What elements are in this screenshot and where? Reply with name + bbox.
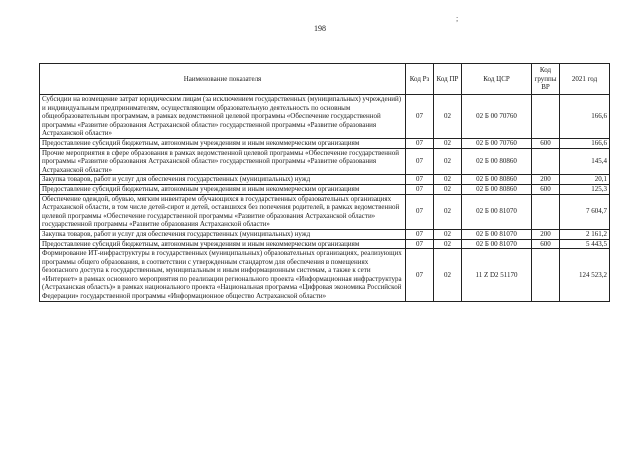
row-name: Закупка товаров, работ и услуг для обеспечения государственных (муниципальных) нужд	[40, 175, 406, 185]
row-name: Формирование ИТ-инфраструктуры в государственных (муниципальных) образовательных организациях, реализующих программы общего образования, в соответствии с утвержденным стандартом для обеспечения в помещениях безопасного доступа к государственным, муниципальным и иным информационным системам, а также к сети «Интернет» в рамках основного мероприятия по реализации регионального проекта «Информационная инфраструктура (Астраханская область)» в рамках национального проекта «Национальная программа «Цифровая экономика Российской Федерации» государственной программы «Информационное общество Астраханской области»	[40, 249, 406, 302]
row-csr: 02 Б 00 70760	[462, 95, 532, 139]
header-year: 2021 год	[560, 64, 610, 95]
row-pr: 02	[434, 175, 462, 185]
row-rz: 07	[406, 95, 434, 139]
table-row	[40, 229, 610, 239]
page-number: 198	[314, 24, 326, 33]
row-rz: 07	[406, 229, 434, 239]
row-rz: 07	[406, 138, 434, 148]
row-sum: 124 523,2	[560, 249, 610, 302]
corner-mark: ;	[456, 14, 459, 23]
row-vr: 600	[532, 184, 560, 194]
row-rz: 07	[406, 249, 434, 302]
row-csr: 11 Z D2 51170	[462, 249, 532, 302]
row-sum: 7 604,7	[560, 194, 610, 229]
row-csr: 02 Б 00 81070	[462, 229, 532, 239]
row-pr: 02	[434, 249, 462, 302]
row-csr: 02 Б 00 80860	[462, 175, 532, 185]
row-vr: 600	[532, 239, 560, 249]
row-name: Предоставление субсидий бюджетным, автономным учреждениям и иным некоммерческим организациям	[40, 184, 406, 194]
row-vr: 200	[532, 229, 560, 239]
table-row	[40, 184, 610, 194]
row-sum: 2 161,2	[560, 229, 610, 239]
table-header-row	[40, 64, 610, 95]
row-pr: 02	[434, 95, 462, 139]
row-vr: 600	[532, 138, 560, 148]
row-sum: 125,3	[560, 184, 610, 194]
row-sum: 5 443,5	[560, 239, 610, 249]
row-pr: 02	[434, 194, 462, 229]
row-sum: 145,4	[560, 148, 610, 175]
row-pr: 02	[434, 184, 462, 194]
row-name: Прочие мероприятия в сфере образования в рамках ведомственной целевой программы «Обеспечение государственной программы «Развитие образования Астраханской области» государственной программы «Развитие образования Астраханской области»	[40, 148, 406, 175]
table-row	[40, 138, 610, 148]
row-rz: 07	[406, 194, 434, 229]
row-csr: 02 Б 00 70760	[462, 138, 532, 148]
row-name: Предоставление субсидий бюджетным, автономным учреждениям и иным некоммерческим организациям	[40, 138, 406, 148]
row-pr: 02	[434, 148, 462, 175]
budget-table	[39, 63, 610, 302]
table-row	[40, 95, 610, 139]
row-vr	[532, 95, 560, 139]
header-vr: Код группы ВР	[532, 64, 560, 95]
row-sum: 166,6	[560, 95, 610, 139]
header-name: Наименование показателя	[40, 64, 406, 95]
row-pr: 02	[434, 138, 462, 148]
row-rz: 07	[406, 184, 434, 194]
table-row	[40, 175, 610, 185]
row-csr: 02 Б 00 80860	[462, 184, 532, 194]
row-rz: 07	[406, 239, 434, 249]
row-pr: 02	[434, 229, 462, 239]
row-vr	[532, 194, 560, 229]
row-name: Предоставление субсидий бюджетным, автономным учреждениям и иным некоммерческим организациям	[40, 239, 406, 249]
row-vr	[532, 249, 560, 302]
header-pr: Код ПР	[434, 64, 462, 95]
row-csr: 02 Б 00 80860	[462, 148, 532, 175]
row-vr	[532, 148, 560, 175]
row-pr: 02	[434, 239, 462, 249]
row-csr: 02 Б 00 81070	[462, 239, 532, 249]
row-vr: 200	[532, 175, 560, 185]
header-csr: Код ЦСР	[462, 64, 532, 95]
row-name: Обеспечение одеждой, обувью, мягким инвентарем обучающихся в государственных образовательных организациях Астраханской области, в том числе детей-сирот и детей, оставшихся без попечения родителей, в рамках ведомственной целевой программы «Обеспечение государственной программы «Развитие образования Астраханской области» государственной программы «Развитие образования Астраханской области»	[40, 194, 406, 229]
row-rz: 07	[406, 175, 434, 185]
table-row	[40, 148, 610, 175]
row-sum: 166,6	[560, 138, 610, 148]
row-sum: 20,1	[560, 175, 610, 185]
row-csr: 02 Б 00 81070	[462, 194, 532, 229]
table-row	[40, 239, 610, 249]
header-rz: Код Рз	[406, 64, 434, 95]
table-row	[40, 194, 610, 229]
row-rz: 07	[406, 148, 434, 175]
table-row	[40, 249, 610, 302]
row-name: Закупка товаров, работ и услуг для обеспечения государственных (муниципальных) нужд	[40, 229, 406, 239]
row-name: Субсидии на возмещение затрат юридическим лицам (за исключением государственных (муниципальных) учреждений) и индивидуальным предпринимателям, осуществляющим образовательную деятельность по основным общеобразовательным программам, в рамках ведомственной целевой программы «Обеспечение государственной программы «Развитие образования Астраханской области» государственной программы «Развитие образования Астраханской области»	[40, 95, 406, 139]
